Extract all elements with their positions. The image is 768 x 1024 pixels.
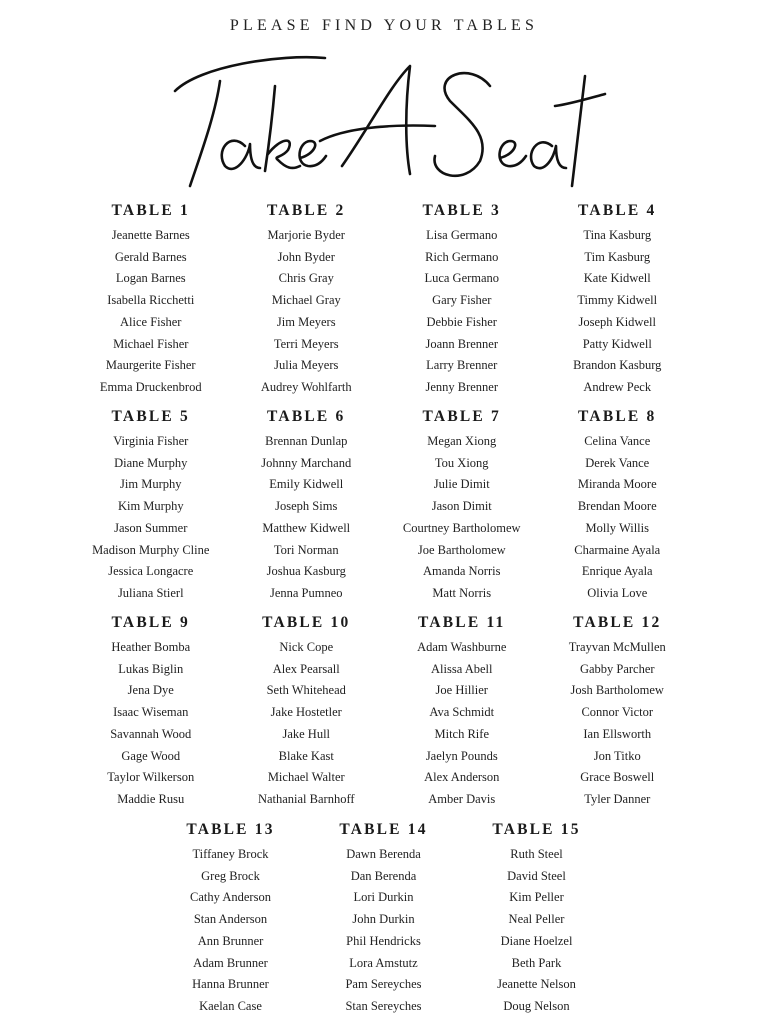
guest-name: Gage Wood bbox=[121, 748, 181, 763]
guest-name: Jenna Pumneo bbox=[269, 585, 343, 600]
guest-name: Logan Barnes bbox=[115, 271, 186, 286]
guest-name: Kaelan Case bbox=[199, 998, 262, 1013]
guest-list bbox=[540, 637, 696, 811]
guest-name: Ava Schmidt bbox=[429, 705, 495, 720]
guest-name: Connor Victor bbox=[581, 705, 654, 720]
guest-name: Adam Washburne bbox=[417, 640, 507, 654]
guest-name: Jenny Brenner bbox=[425, 379, 499, 394]
guest-name: Joe Hillier bbox=[435, 683, 488, 698]
table-card-11 bbox=[384, 611, 540, 817]
guest-name: Dan Berenda bbox=[350, 868, 417, 883]
guest-name: Ian Ellsworth bbox=[583, 726, 652, 741]
guest-name: Derek Vance bbox=[585, 455, 650, 470]
guest-name: Celina Vance bbox=[584, 434, 651, 448]
guest-name: John Durkin bbox=[352, 912, 415, 927]
table-title: TABLE 2 bbox=[267, 202, 346, 219]
guest-name: Tim Kasburg bbox=[584, 249, 651, 264]
guest-name: Olivia Love bbox=[587, 585, 648, 600]
guest-name: Charmaine Ayala bbox=[574, 542, 661, 557]
table-card-2 bbox=[229, 199, 385, 405]
guest-name: Neal Peller bbox=[508, 912, 565, 927]
guest-name: Pam Sereyches bbox=[345, 977, 422, 992]
guest-name: Ann Brunner bbox=[197, 933, 264, 948]
guest-name: Alex Anderson bbox=[424, 770, 500, 785]
guest-name: Emma Druckenbrod bbox=[99, 379, 202, 394]
table-title: TABLE 15 bbox=[492, 821, 581, 838]
guest-name: Terri Meyers bbox=[273, 336, 339, 351]
table-title: TABLE 6 bbox=[267, 408, 346, 425]
guest-name: Greg Brock bbox=[201, 868, 260, 883]
table-title: TABLE 5 bbox=[111, 408, 190, 425]
guest-name: Jeanette Barnes bbox=[111, 228, 190, 242]
table-title: TABLE 9 bbox=[111, 614, 190, 631]
table-title: TABLE 1 bbox=[111, 202, 190, 219]
guest-name: Kate Kidwell bbox=[583, 271, 651, 286]
table-card-12 bbox=[540, 611, 696, 817]
guest-list bbox=[540, 225, 696, 399]
guest-name: Dawn Berenda bbox=[346, 847, 421, 861]
guest-name: Jessica Longacre bbox=[108, 564, 194, 579]
guest-name: Julia Meyers bbox=[274, 358, 339, 373]
table-card-15 bbox=[460, 818, 613, 1024]
table-card-7 bbox=[384, 405, 540, 611]
guest-name: Maurgerite Fisher bbox=[105, 358, 196, 373]
guest-name: Taylor Wilkerson bbox=[107, 770, 195, 785]
guest-name: Amanda Norris bbox=[423, 564, 501, 579]
guest-name: Madison Murphy Cline bbox=[92, 542, 210, 557]
guest-name: Alex Pearsall bbox=[272, 661, 340, 676]
guest-name: Rich Germano bbox=[425, 249, 499, 264]
table-card-9 bbox=[73, 611, 229, 817]
table-title: TABLE 4 bbox=[578, 202, 657, 219]
guest-name: Blake Kast bbox=[278, 748, 334, 763]
guest-name: Cathy Anderson bbox=[190, 890, 271, 905]
guest-name: Patty Kidwell bbox=[582, 336, 652, 351]
guest-name: Alissa Abell bbox=[431, 661, 493, 676]
guest-name: Brennan Dunlap bbox=[265, 434, 348, 448]
guest-name: Hanna Brunner bbox=[192, 977, 269, 992]
guest-name: Lori Durkin bbox=[353, 890, 414, 905]
guest-name: Megan Xiong bbox=[427, 434, 497, 448]
guest-name: Enrique Ayala bbox=[581, 564, 653, 579]
guest-name: Jon Titko bbox=[593, 748, 641, 763]
seating-grid-bottom bbox=[154, 818, 614, 1024]
guest-list bbox=[460, 844, 613, 1018]
guest-list bbox=[307, 844, 460, 1018]
table-card-3 bbox=[384, 199, 540, 405]
table-title: TABLE 8 bbox=[578, 408, 657, 425]
guest-list bbox=[154, 844, 307, 1018]
guest-name: Jake Hull bbox=[282, 726, 331, 741]
table-card-13 bbox=[154, 818, 307, 1024]
guest-name: Andrew Peck bbox=[583, 379, 652, 394]
guest-name: Debbie Fisher bbox=[426, 314, 497, 329]
table-title: TABLE 7 bbox=[422, 408, 501, 425]
guest-name: Adam Brunner bbox=[193, 955, 268, 970]
guest-name: Diane Murphy bbox=[114, 455, 188, 470]
guest-name: Alice Fisher bbox=[120, 314, 182, 329]
guest-name: Juliana Stierl bbox=[117, 585, 184, 600]
guest-name: Matt Norris bbox=[432, 585, 492, 600]
guest-name: Joseph Kidwell bbox=[578, 314, 656, 329]
guest-name: Jason Summer bbox=[114, 520, 188, 535]
guest-list bbox=[229, 431, 385, 605]
guest-name: Kim Murphy bbox=[117, 499, 184, 514]
table-card-6 bbox=[229, 405, 385, 611]
guest-name: David Steel bbox=[507, 868, 566, 883]
script-title-lettering bbox=[160, 46, 610, 196]
guest-name: Jaelyn Pounds bbox=[425, 748, 498, 763]
guest-list bbox=[384, 431, 540, 605]
table-title: TABLE 10 bbox=[262, 614, 351, 631]
guest-name: Diane Hoelzel bbox=[500, 933, 573, 948]
guest-list bbox=[73, 225, 229, 399]
guest-list bbox=[73, 431, 229, 605]
guest-list bbox=[384, 225, 540, 399]
guest-name: Isabella Ricchetti bbox=[107, 293, 195, 308]
guest-name: Trayvan McMullen bbox=[568, 640, 666, 654]
guest-name: Joe Bartholomew bbox=[417, 542, 506, 557]
guest-name: Joann Brenner bbox=[425, 336, 499, 351]
guest-name: Lukas Biglin bbox=[118, 661, 184, 676]
guest-name: Courtney Bartholomew bbox=[402, 520, 521, 535]
guest-name: Michael Walter bbox=[267, 770, 345, 785]
guest-name: Michael Fisher bbox=[113, 336, 189, 351]
guest-name: Gabby Parcher bbox=[579, 661, 655, 676]
guest-name: Doug Nelson bbox=[503, 998, 570, 1013]
guest-list bbox=[73, 637, 229, 811]
guest-name: Isaac Wiseman bbox=[113, 705, 189, 720]
guest-name: Tiffaney Brock bbox=[192, 847, 269, 861]
guest-name: Chris Gray bbox=[278, 271, 334, 286]
guest-name: Amber Davis bbox=[428, 791, 496, 806]
guest-name: Stan Anderson bbox=[193, 912, 268, 927]
table-title: TABLE 13 bbox=[186, 821, 275, 838]
guest-name: Nick Cope bbox=[279, 640, 334, 654]
guest-name: Virginia Fisher bbox=[113, 434, 189, 448]
guest-name: Tyler Danner bbox=[584, 791, 651, 806]
table-card-10 bbox=[229, 611, 385, 817]
guest-name: Brendan Moore bbox=[577, 499, 657, 514]
guest-name: John Byder bbox=[277, 249, 335, 264]
guest-list bbox=[229, 225, 385, 399]
guest-name: Brandon Kasburg bbox=[573, 358, 662, 373]
guest-name: Marjorie Byder bbox=[267, 228, 345, 242]
guest-name: Mitch Rife bbox=[434, 726, 489, 741]
guest-name: Miranda Moore bbox=[577, 477, 657, 492]
guest-name: Larry Brenner bbox=[426, 358, 498, 373]
guest-name: Jim Meyers bbox=[276, 314, 336, 329]
table-card-4 bbox=[540, 199, 696, 405]
guest-name: Maddie Rusu bbox=[117, 791, 185, 806]
guest-name: Matthew Kidwell bbox=[262, 520, 351, 535]
guest-name: Jena Dye bbox=[127, 683, 174, 698]
guest-name: Beth Park bbox=[511, 955, 562, 970]
table-card-1 bbox=[73, 199, 229, 405]
guest-name: Tou Xiong bbox=[434, 455, 489, 470]
guest-name: Heather Bomba bbox=[111, 640, 191, 654]
guest-name: Jeanette Nelson bbox=[497, 977, 576, 992]
table-card-8 bbox=[540, 405, 696, 611]
guest-name: Grace Boswell bbox=[580, 770, 655, 785]
guest-list bbox=[229, 637, 385, 811]
table-card-5 bbox=[73, 405, 229, 611]
guest-name: Gerald Barnes bbox=[114, 249, 187, 264]
guest-name: Audrey Wohlfarth bbox=[260, 379, 352, 394]
table-title: TABLE 14 bbox=[339, 821, 428, 838]
table-title: TABLE 12 bbox=[573, 614, 662, 631]
guest-name: Ruth Steel bbox=[510, 847, 563, 861]
guest-name: Molly Willis bbox=[585, 520, 649, 535]
table-title: TABLE 11 bbox=[417, 614, 506, 631]
guest-list bbox=[384, 637, 540, 811]
guest-name: Savannah Wood bbox=[110, 726, 192, 741]
guest-name: Seth Whitehead bbox=[266, 683, 346, 698]
table-card-14 bbox=[307, 818, 460, 1024]
guest-name: Joseph Sims bbox=[275, 499, 338, 514]
guest-name: Phil Hendricks bbox=[346, 933, 421, 948]
guest-name: Lisa Germano bbox=[426, 228, 498, 242]
guest-name: Nathanial Barnhoff bbox=[257, 791, 355, 806]
guest-name: Stan Sereyches bbox=[345, 998, 422, 1013]
guest-name: Lora Amstutz bbox=[349, 955, 418, 970]
guest-name: Timmy Kidwell bbox=[577, 293, 658, 308]
guest-name: Michael Gray bbox=[271, 293, 341, 308]
guest-name: Kim Peller bbox=[509, 890, 564, 905]
guest-name: Jason Dimit bbox=[431, 499, 492, 514]
page-subtitle: PLEASE FIND YOUR TABLES bbox=[229, 17, 539, 34]
guest-name: Tori Norman bbox=[273, 542, 339, 557]
guest-name: Josh Bartholomew bbox=[570, 683, 664, 698]
guest-name: Joshua Kasburg bbox=[266, 564, 346, 579]
guest-name: Gary Fisher bbox=[432, 293, 492, 308]
guest-name: Johnny Marchand bbox=[261, 455, 352, 470]
guest-name: Luca Germano bbox=[424, 271, 500, 286]
guest-list bbox=[540, 431, 696, 605]
guest-name: Julie Dimit bbox=[433, 477, 490, 492]
seating-grid-top bbox=[73, 199, 695, 817]
guest-name: Tina Kasburg bbox=[583, 228, 652, 242]
guest-name: Jake Hostetler bbox=[270, 705, 342, 720]
table-title: TABLE 3 bbox=[422, 202, 501, 219]
guest-name: Emily Kidwell bbox=[269, 477, 344, 492]
guest-name: Jim Murphy bbox=[120, 477, 182, 492]
